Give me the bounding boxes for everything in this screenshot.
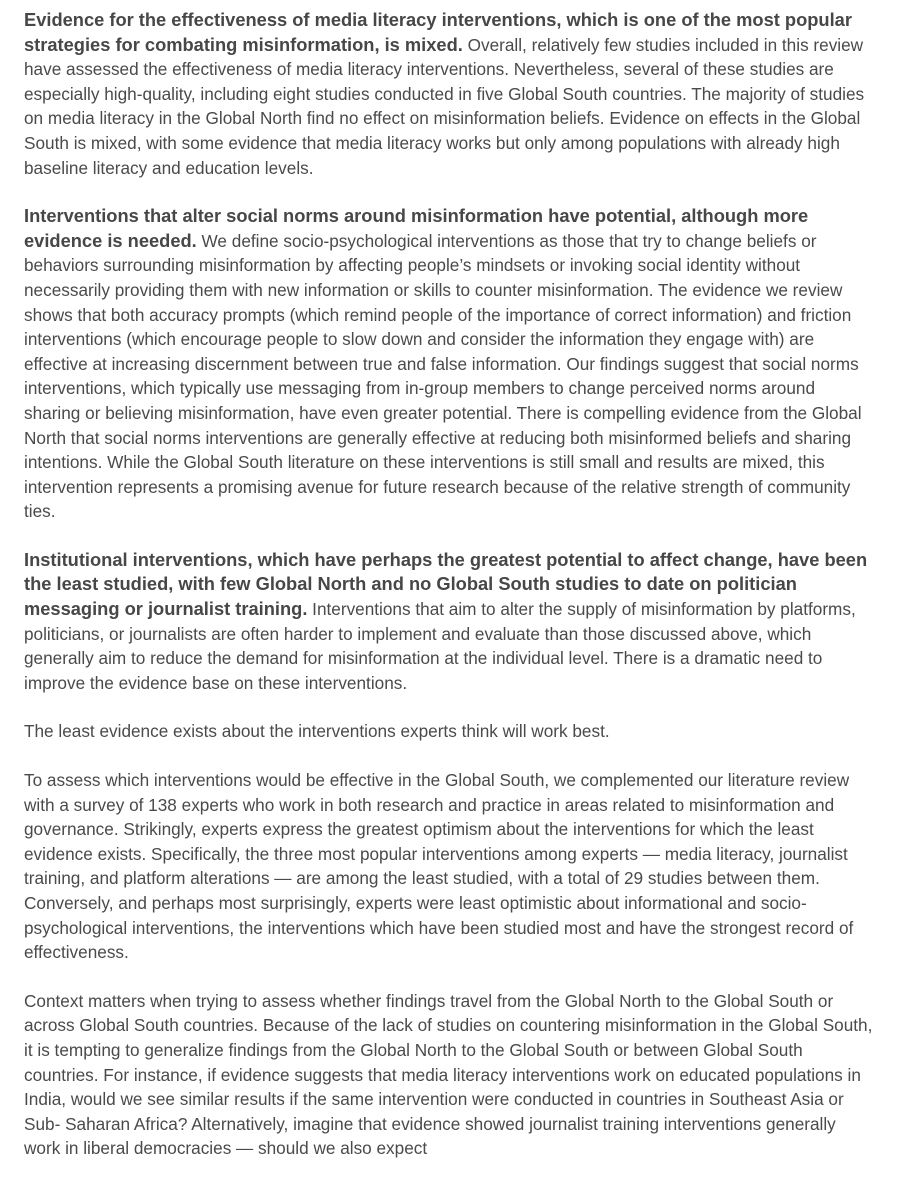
- paragraph-lead: Institutional interventions, which have perhaps the greatest potential to affect change, have been the least studied, with few Global North and no Global South studies to date on politician messaging or journalist training.: [24, 548, 868, 620]
- paragraph-context-matters: [24, 989, 876, 1161]
- paragraph-least-evidence: [24, 719, 876, 744]
- paragraph-lead: Evidence for the effectiveness of media literacy interventions, which is one of the most popular strategies for combating misinformation, is mixed.: [24, 9, 852, 55]
- paragraph-lead: Interventions that alter social norms around misinformation have potential, although more evidence is needed.: [24, 205, 809, 251]
- paragraph-body: Interventions that aim to alter the supply of misinformation by platforms, politicians, or journalists are often harder to implement and evaluate than those discussed above, which generally aim to reduce the demand for misinformation at the individual level. There is a dramatic need to improve the evidence base on these interventions.: [24, 599, 856, 693]
- paragraph-body: Context matters when trying to assess whether findings travel from the Global North to the Global South or across Global South countries. Because of the lack of studies on countering misinformation in the Global South, it is tempting to generalize findings from the Global North to the Global South or between Global South countries. For instance, if evidence suggests that media literacy interventions work on educated populations in India, would we see similar results if the same intervention were conducted in countries in Southeast Asia or Sub- Saharan Africa? Alternatively, imagine that evidence showed journalist training interventions generally work in liberal democracies — should we also expect: [24, 990, 873, 1159]
- paragraph-social-norms: [24, 204, 876, 524]
- paragraph-expert-survey: [24, 768, 876, 965]
- paragraph-body: We define socio-psychological interventions as those that try to change beliefs or behaviors surrounding misinformation by affecting people’s mindsets or invoking social identity without necessarily providing them with new information or skills to counter misinformation. The evidence we review shows that both accuracy prompts (which remind people of the importance of correct information) and friction interventions (which encourage people to slow down and consider the information they engage with) are effective at increasing discernment between true and false information. Our findings suggest that social norms interventions, which typically use messaging from in-group members to change perceived norms around sharing or believing misinformation, have even greater potential. There is compelling evidence from the Global North that social norms interventions are generally effective at reducing both misinformed beliefs and sharing intentions. While the Global South literature on these interventions is still small and results are mixed, this intervention represents a promising avenue for future research because of the relative strength of community ties.: [24, 230, 862, 522]
- paragraph-body: To assess which interventions would be effective in the Global South, we complemented our literature review with a survey of 138 experts who work in both research and practice in areas related to misinformation and governance. Strikingly, experts express the greatest optimism about the interventions for which the least evidence exists. Specifically, the three most popular interventions among experts — media literacy, journalist training, and platform alterations — are among the least studied, with a total of 29 studies between them. Conversely, and perhaps most surprisingly, experts were least optimistic about informational and socio- psychological interventions, the interventions which have been studied most and have the strongest record of effectiveness.: [24, 770, 854, 963]
- paragraph-body: The least evidence exists about the interventions experts think will work best.: [24, 721, 610, 742]
- paragraph-body: Overall, relatively few studies included in this review have assessed the effectiveness of media literacy interventions. Nevertheless, several of these studies are especially high-quality, including eight studies conducted in five Global South countries. The majority of studies on media literacy in the Global North find no effect on misinformation beliefs. Evidence on effects in the Global South is mixed, with some evidence that media literacy works but only among populations with already high baseline literacy and education levels.: [24, 34, 865, 178]
- paragraph-media-literacy: [24, 8, 876, 180]
- document-page: [24, 8, 876, 1185]
- paragraph-institutional: [24, 548, 876, 696]
